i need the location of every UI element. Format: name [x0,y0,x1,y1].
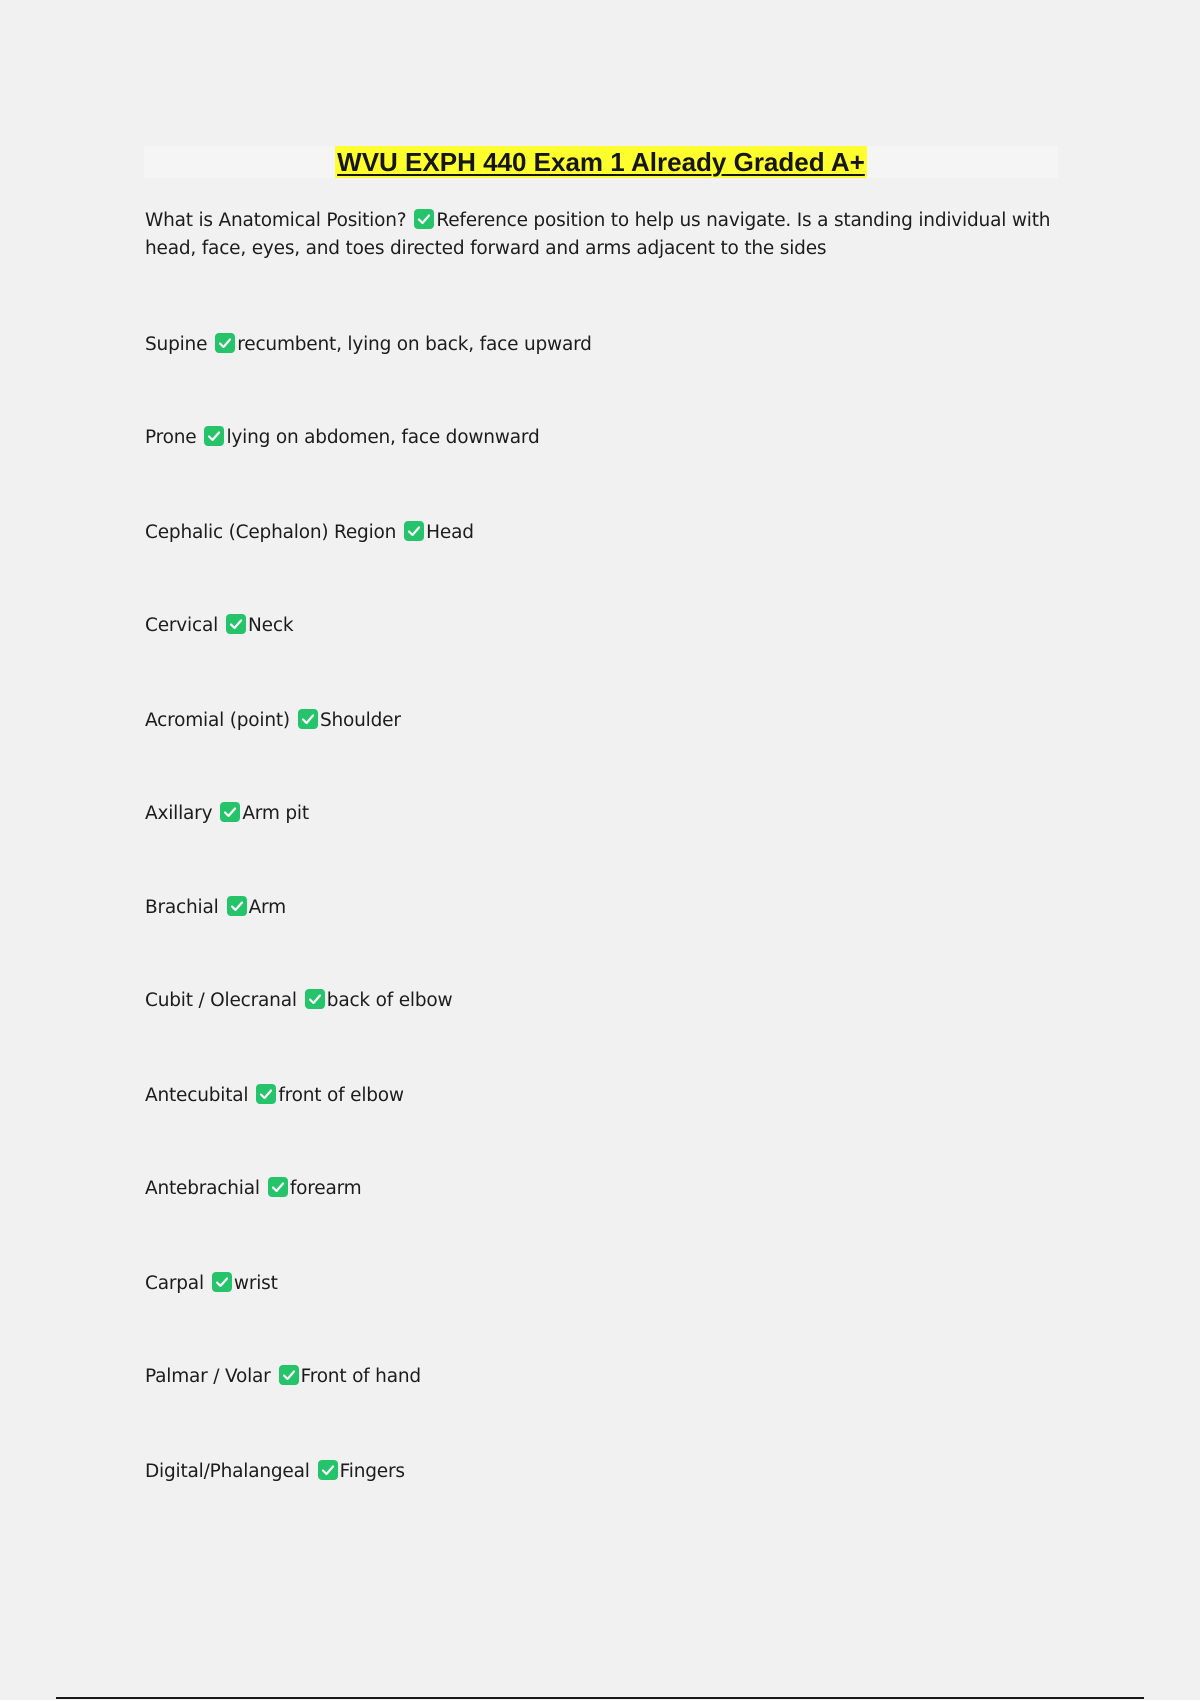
check-mark-icon [404,521,424,541]
qa-term: Palmar / Volar [145,1366,271,1387]
qa-term: Cervical [145,615,219,636]
qa-item-digital [145,1458,1065,1486]
qa-answer: Shoulder [319,710,401,731]
qa-term: Acromial (point) [145,710,290,731]
qa-item-carpal [145,1270,1065,1298]
bottom-divider [56,1697,1144,1699]
qa-item-acromial [145,707,1065,735]
check-mark-icon [215,333,235,353]
qa-answer: lying on abdomen, face downward [226,427,540,448]
qa-item-axillary [145,800,1065,828]
check-mark-icon [279,1365,299,1385]
title-band [144,146,1058,178]
qa-item-palmar [145,1363,1065,1391]
qa-term: Carpal [145,1273,204,1294]
qa-answer: Reference position to help us navigate. Is a standing individual with head, face, eyes, and toes directed forward and arms adjacent to the sides [145,210,1051,259]
qa-answer: Arm [248,897,286,918]
check-mark-icon [414,209,434,229]
qa-answer: Arm pit [242,803,309,824]
qa-term: Digital/Phalangeal [145,1461,310,1482]
check-mark-icon [227,896,247,916]
qa-answer: Fingers [339,1461,405,1482]
check-mark-icon [318,1460,338,1480]
qa-item-cubit [145,987,1065,1015]
check-mark-icon [226,614,246,634]
document-title: WVU EXPH 440 Exam 1 Already Graded A+ [337,147,865,177]
qa-answer: wrist [233,1273,278,1294]
qa-answer: front of elbow [278,1085,404,1106]
qa-answer: forearm [289,1178,362,1199]
check-mark-icon [204,426,224,446]
qa-item-supine [145,331,1065,359]
qa-item-cephalic [145,519,1065,547]
qa-term: Brachial [145,897,219,918]
qa-item-antecubital [145,1082,1065,1110]
check-mark-icon [256,1084,276,1104]
qa-item-cervical [145,612,1065,640]
qa-item-antebrachial [145,1175,1065,1203]
check-mark-icon [305,989,325,1009]
qa-item-brachial [145,894,1065,922]
qa-answer: Front of hand [300,1366,421,1387]
qa-term: Antebrachial [145,1178,260,1199]
check-mark-icon [212,1272,232,1292]
qa-answer: Head [426,522,474,543]
qa-term: What is Anatomical Position? [145,210,407,231]
qa-term: Prone [145,427,197,448]
qa-answer: back of elbow [326,990,453,1011]
check-mark-icon [298,709,318,729]
qa-term: Axillary [145,803,213,824]
qa-answer: recumbent, lying on back, face upward [237,334,592,355]
qa-term: Cubit / Olecranal [145,990,297,1011]
check-mark-icon [268,1177,288,1197]
qa-term: Antecubital [145,1085,249,1106]
check-mark-icon [220,802,240,822]
qa-item-prone [145,424,1065,452]
qa-item-anatomical-position [145,207,1065,263]
qa-answer: Neck [248,615,294,636]
qa-term: Cephalic (Cephalon) Region [145,522,397,543]
qa-term: Supine [145,334,208,355]
